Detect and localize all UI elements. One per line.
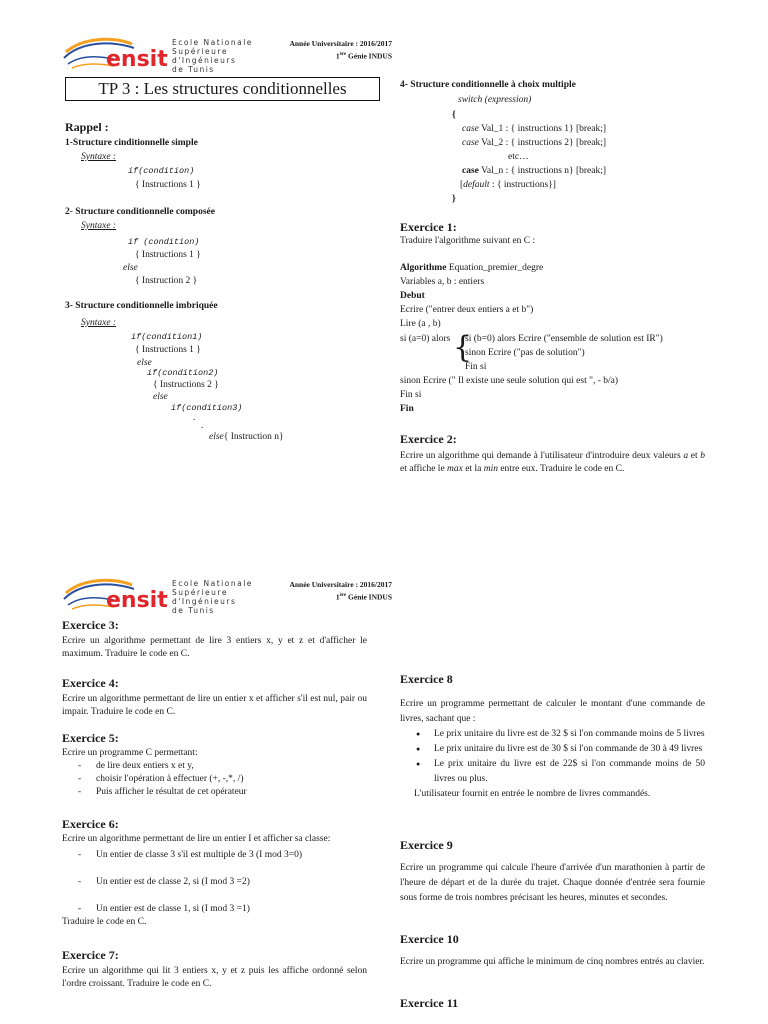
school-line-1: Ecole Nationale (172, 579, 253, 588)
school-line-2: Supérieure (172, 47, 228, 56)
exercise-5-title: Exercice 5: (62, 731, 119, 745)
rappel-heading: Rappel : (65, 120, 109, 134)
code-instructions-2: { Instructions 2 } (153, 380, 219, 390)
code-if: if(condition) (128, 166, 195, 176)
exercise-1-title: Exercice 1: (400, 220, 457, 234)
code-case-2: case Val_2 : { instructions 2} [break;] (462, 138, 607, 148)
algo-finsi-1: Fin si (465, 362, 487, 372)
class-sup: ère (339, 52, 347, 57)
school-line-4: de Tunis (172, 65, 215, 74)
code-switch: switch (expression) (458, 95, 532, 105)
exercise-10 (400, 932, 705, 970)
exercise-2-text: Ecrire un algorithme qui demande à l'utilisateur d'introduire deux valeurs a et b et affiche le max et la min entre eux. Traduire le code en C. (400, 451, 705, 474)
algo-lire: Lire (a , b) (400, 319, 441, 329)
ensit-logo (62, 575, 182, 620)
exercise-5-list (62, 760, 367, 799)
list-item: - Un entier de classe 3 s'il est multiple de 3 (I mod 3=0) (62, 849, 367, 862)
exercise-11-title: Exercice 11 (400, 996, 459, 1010)
section-switch (400, 80, 720, 210)
exercise-6-list (62, 849, 367, 916)
code-case-1: case Val_1 : { instructions 1} [break;] (462, 124, 607, 134)
class-label (289, 590, 392, 603)
section-imbriquee-title: 3- Structure conditionnelle imbriquée (65, 301, 218, 311)
list-item: ● Le prix unitaire du livre est de 32 $ si l'on commande moins de 5 livres (400, 727, 705, 742)
ensit-logo-swoosh (62, 34, 182, 74)
code-dots-1: . (193, 413, 196, 423)
code-instructions: { Instructions 1 } (135, 180, 201, 190)
school-line-2: Supérieure (172, 588, 228, 597)
exercise-4-title: Exercice 4: (62, 676, 119, 690)
exercise-2 (400, 432, 705, 492)
header-right (289, 579, 392, 603)
exercise-6 (62, 817, 367, 929)
academic-year: Année Universitaire : 2016/2017 (289, 580, 392, 589)
list-item: - Un entier est de classe 1, si (I mod 3 =1) (62, 903, 367, 916)
exercise-2-title: Exercice 2: (400, 432, 457, 446)
exercise-7-text: Ecrire un algorithme qui lit 3 entiers x, y et z puis les affiche ordonné selon l'ordre croissant. Traduire le code en C. (62, 966, 367, 989)
code-if-1: if(condition1) (131, 332, 203, 342)
syntaxe-label: Syntaxe : (81, 221, 117, 231)
algo-vars: Variables a, b : entiers (400, 277, 485, 287)
code-else-1: else (137, 358, 152, 368)
list-item: - Un entier est de classe 2, si (I mod 3 =2) (62, 876, 367, 889)
page1-header (62, 34, 392, 80)
section-simple-title: 1-Structure cinditionnelle simple (65, 138, 198, 148)
section-composee-title: 2- Structure conditionnelle composée (65, 207, 215, 217)
code-else-2: else (153, 392, 168, 402)
exercise-9 (400, 838, 705, 906)
exercise-3-text: Ecrire un algorithme permettant de lire 3 entiers x, y et z et d'afficher le maximum. Traduire le code en C. (62, 636, 367, 659)
code-if-3: if(condition3) (171, 403, 243, 413)
list-item: ● Le prix unitaire du livre est de 30 $ si l'on commande de 30 à 49 livres (400, 742, 705, 757)
syntaxe-label: Syntaxe : (81, 152, 117, 162)
exercise-7 (62, 948, 367, 991)
ensit-logo-swoosh (62, 575, 182, 615)
ensit-logo (62, 34, 182, 79)
exercise-10-title: Exercice 10 (400, 932, 459, 946)
exercise-6-title: Exercice 6: (62, 817, 119, 831)
algo-name: Algorithme Equation_premier_degre (400, 263, 544, 273)
school-line-1: Ecole Nationale (172, 38, 253, 47)
page2-header (62, 575, 392, 621)
list-item: - Puis afficher le résultat de cet opérateur (62, 786, 367, 799)
exercise-4-text: Ecrire un algorithme permettant de lire un entier x et afficher s'il est nul, pair ou impair. Traduire le code en C. (62, 694, 367, 717)
code-instructions-1: { Instructions 1 } (135, 250, 201, 260)
algo-finsi-2: Fin si (400, 390, 422, 400)
class-name: Génie INDUS (348, 592, 392, 602)
list-item: - choisir l'opération à effectuer (+, -,*, /) (62, 773, 367, 786)
exercise-3-title: Exercice 3: (62, 618, 119, 632)
class-label (289, 49, 392, 62)
school-name (172, 579, 253, 615)
code-instructions-1: { Instructions 1 } (135, 345, 201, 355)
section-switch-title: 4- Structure conditionnelle à choix multiple (400, 80, 576, 90)
algo-debut: Debut (400, 291, 425, 301)
class-name: Génie INDUS (348, 51, 392, 61)
exercise-8-title: Exercice 8 (400, 672, 453, 686)
class-num: 1 (335, 51, 340, 61)
exercise-6-text: Ecrire un algorithme permettant de lire un entier I et afficher sa classe: (62, 834, 331, 844)
logo-word: ensit (106, 47, 168, 72)
header-right (289, 38, 392, 62)
exercise-1-intro: Traduire l'algorithme suivant en C : (400, 236, 536, 246)
exercise-10-text: Ecrire un programme qui affiche le minimum de cinq nombres entrés au clavier. (400, 957, 705, 967)
code-close-brace: } (452, 194, 456, 204)
page-title: TP 3 : Les structures conditionnelles (65, 77, 380, 101)
exercise-8-list (400, 727, 705, 787)
section-imbriquee (65, 301, 385, 451)
brace-icon: { (453, 330, 473, 365)
algo-fin: Fin (400, 404, 414, 414)
code-instructions-2: { Instruction 2 } (135, 276, 198, 286)
school-name (172, 38, 253, 74)
code-else-n: else{ Instruction n} (209, 432, 284, 442)
code-else: else (123, 263, 138, 273)
algo-si-2: si (b=0) alors Ecrire ("ensemble de solution est IR") (465, 334, 663, 344)
exercise-8 (400, 672, 705, 801)
code-etc: etc… (508, 152, 529, 162)
list-item: ● Le prix unitaire du livre est de 22$ si l'on commande moins de 50 livres ou plus. (400, 757, 705, 787)
exercise-4 (62, 676, 367, 719)
code-if-2: if(condition2) (147, 368, 219, 378)
section-simple (65, 138, 385, 198)
school-line-3: d'Ingénieurs (172, 56, 237, 65)
algo-ecrire: Ecrire ("entrer deux entiers a et b") (400, 305, 534, 315)
section-composee (65, 207, 385, 292)
class-num: 1 (335, 592, 340, 602)
exercise-8-text: Ecrire un programme permettant de calculer le montant d'une commande de livres, sachant que : (400, 699, 705, 724)
academic-year: Année Universitaire : 2016/2017 (289, 39, 392, 48)
exercise-6-end: Traduire le code en C. (62, 917, 147, 927)
exercise-1 (400, 220, 710, 420)
exercise-9-text: Ecrire un programme qui calcule l'heure d'arrivée d'un marathonien à partir de l'heure de départ et de la durée du trajet. Chaque donnée d'entrée sera fournie sous forme de trois nombres précisant les heures, minutes et secondes. (400, 863, 705, 903)
exercise-3 (62, 618, 367, 661)
exercise-11 (400, 996, 705, 1011)
exercise-8-end: L'utilisateur fournit en entrée le nombre de livres commandés. (414, 789, 651, 799)
school-line-3: d'Ingénieurs (172, 597, 237, 606)
exercise-5 (62, 731, 367, 799)
algo-sinon-2: sinon Ecrire (" Il existe une seule solution qui est ", - b/a) (400, 376, 619, 386)
logo-word: ensit (106, 588, 168, 613)
code-dots-2: . (201, 421, 204, 431)
list-item: - de lire deux entiers x et y, (62, 760, 367, 773)
code-open-brace: { (452, 110, 456, 120)
code-if: if (condition) (128, 237, 200, 247)
code-default: [default : { instructions}] (460, 180, 556, 190)
syntaxe-label: Syntaxe : (81, 318, 117, 328)
exercise-7-title: Exercice 7: (62, 948, 119, 962)
algo-si-1: si (a=0) alors (400, 334, 451, 344)
code-case-n: case Val_n : { instructions n} [break;] (462, 166, 607, 176)
exercise-9-title: Exercice 9 (400, 838, 453, 852)
school-line-4: de Tunis (172, 606, 215, 615)
exercise-5-text: Ecrire un programme C permettant: (62, 748, 198, 758)
algo-sinon-1: sinon Ecrire ("pas de solution") (465, 348, 585, 358)
class-sup: ère (339, 593, 347, 598)
